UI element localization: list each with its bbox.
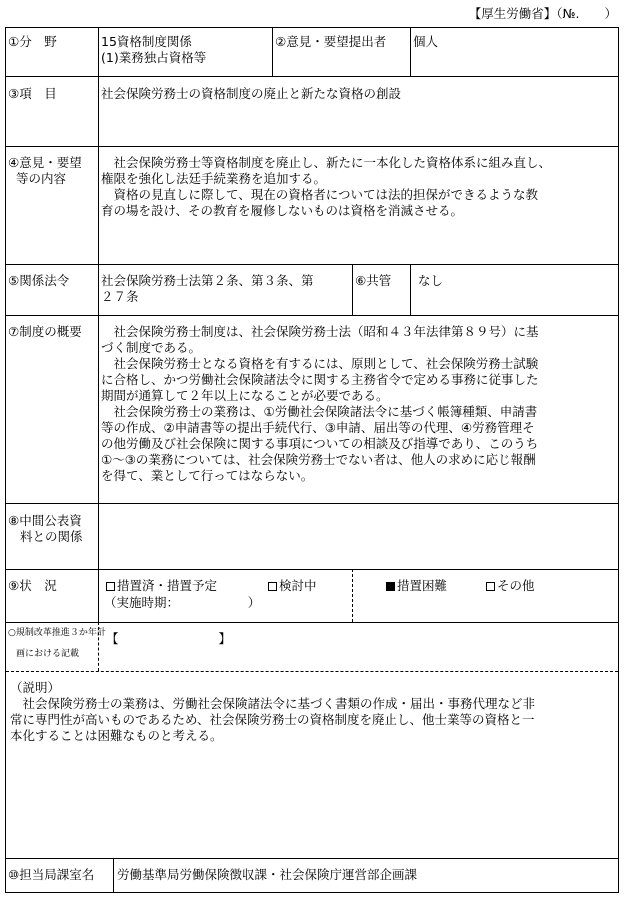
status-option-other-label: その他 [497,578,535,593]
office-column-divider [113,858,114,892]
opinion-form [5,27,619,893]
item-label: ③項 目 [8,86,57,101]
status-option-review[interactable] [268,578,317,594]
explanation-text-line: 本化することは困難なものと考える。 [10,728,223,743]
ministry-header: 【厚生労働省】（№. ） [468,6,617,21]
checkbox-empty-icon [106,582,115,591]
item-value: 社会保険労務士の資格制度の廃止と新たな資格の創設 [101,86,402,101]
joint-divider [410,264,411,315]
plan-value: 【 】 [106,631,232,646]
office-value: 労働基準局労働保険徴収課・社会保険庁運営部企画課 [117,867,418,882]
field-value-line1: 15資格制度関係 [101,34,192,49]
status-label: ⑨状 況 [8,578,57,593]
joint-value: なし [418,273,444,288]
status-option-done-label: 措置済・措置予定 [117,578,218,593]
system-text-line: づく制度である。 [101,340,202,355]
status-option-other[interactable] [486,578,535,594]
dashed-row-divider [6,671,618,672]
checkbox-empty-icon [486,582,495,591]
submitter-divider [410,28,411,76]
row-divider [6,858,618,859]
submitter-value: 個人 [413,34,439,49]
system-text-line: 社会保険労務士となる資格を有するには、原則として、社会保険労務士試験 [101,356,539,371]
system-label: ⑦制度の概要 [8,324,82,339]
field-value-line2: (1)業務独占資格等 [101,50,207,65]
system-text-line: に合格し、かつ労働社会保険諸法令に関する主務省令で定める事務に従事した [101,372,539,387]
plan-label-line2: 画における記載 [16,649,80,659]
field-label: ①分 野 [8,34,57,49]
explanation-title: （説明） [10,680,61,695]
label-column-divider [98,569,99,622]
submitter-divider [272,28,273,76]
opinion-text-line: 資格の見直しに際して、現在の資格者については法的担保ができるような教 [101,187,539,202]
system-text-line: 等の作成、②申請書等の提出手続代行、③申請、届出等の代理、④労務管理そ [101,420,535,435]
status-option-review-label: 検討中 [279,578,317,593]
opinion-text-line: 社会保険労務士等資格制度を廃止し、新たに一本化した資格体系に組み直し、 [101,155,552,170]
system-text-line: ①～③の業務については、社会保険労務士でない者は、他人の求めに応じ報酬 [101,452,536,467]
office-label: ⑩担当局課室名 [8,867,95,882]
status-option-difficult-label: 措置困難 [397,578,448,593]
explanation-text-line: 社会保険労務士の業務は、労働社会保険諸法令に基づく書類の作成・届出・事務代理など非 [10,696,536,711]
opinion-label-line2: 等の内容 [16,171,67,186]
explanation-text-line: 常に専門性が高いものであるため、社会保険労務士の資格制度を廃止し、他士業等の資格と一 [10,712,535,727]
system-text-line: を得て、業として行ってはならない。 [101,468,314,483]
checkbox-checked-icon [386,582,395,591]
law-value-line1: 社会保険労務士法第２条、第３条、第 [101,273,314,288]
law-label: ⑤関係法令 [8,273,70,288]
joint-divider [352,264,353,315]
joint-label: ⑥共管 [355,273,392,288]
label-column-divider [98,503,99,569]
checkbox-empty-icon [268,582,277,591]
system-text-line: 期間が通算して２年以上になることが必要である。 [101,388,389,403]
opinion-text-line: 権限を強化し法廷手続業務を追加する。 [101,171,327,186]
system-text-line: の他労働及び社会保険に関する事項についての相談及び指導であり、このうち [101,436,539,451]
opinion-text-line: 育の場を設け、その教育を履修しないものは資格を消滅させる。 [101,203,464,218]
submitter-label: ②意見・要望提出者 [275,34,387,49]
status-dashed-divider [352,569,353,622]
law-value-line2: ２７条 [101,289,139,304]
interim-label-line2: 料との関係 [20,529,83,544]
opinion-label-line1: ④意見・要望 [8,155,82,170]
plan-label-line1: ○規制改革推進３か年計 [8,628,106,638]
status-option-difficult[interactable] [386,578,447,594]
interim-label-line1: ⑧中間公表資 [8,513,82,528]
status-timing: （実施時期： ） [104,595,261,610]
system-text-line: 社会保険労務士の業務は、①労働社会保険諸法令に基づく帳簿種類、申請書 [101,404,538,419]
status-option-done[interactable] [106,578,217,594]
label-column-divider [98,28,99,503]
system-text-line: 社会保険労務士制度は、社会保険労務士法（昭和４３年法律第８９号）に基 [101,324,539,339]
